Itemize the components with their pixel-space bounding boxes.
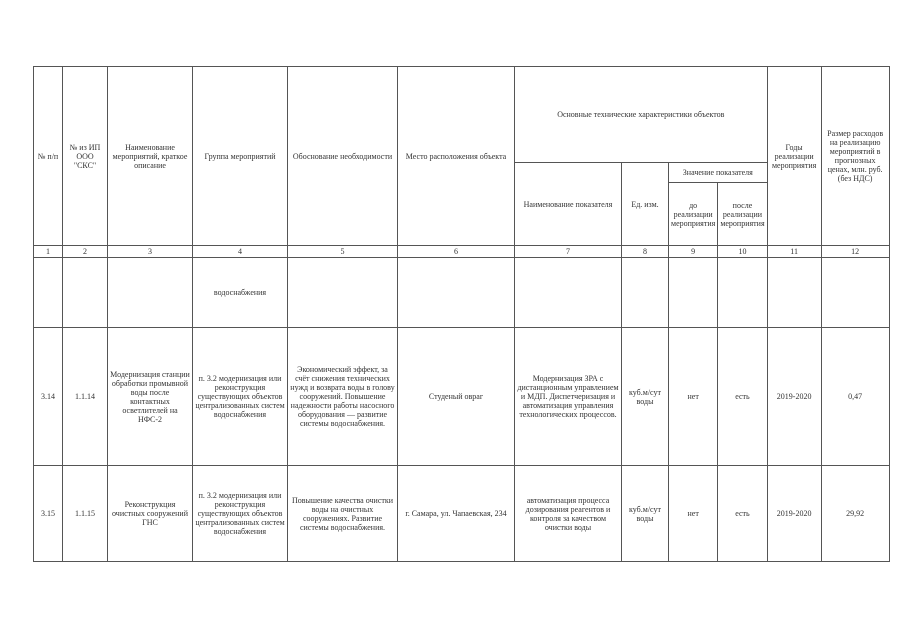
header-indicator-value: Значение показателя — [669, 163, 768, 183]
header-before: до реализации мероприятия — [669, 183, 718, 246]
colnum: 5 — [288, 246, 398, 258]
cell-after — [718, 258, 767, 328]
cell-npp: 3.14 — [34, 328, 63, 466]
cell-ip-number — [63, 258, 108, 328]
cell-ip-number: 1.1.15 — [63, 466, 108, 562]
header-justification: Обоснование необходимости — [288, 67, 398, 246]
header-location: Место расположения объекта — [398, 67, 515, 246]
cell-before — [669, 258, 718, 328]
cell-before: нет — [669, 328, 718, 466]
cell-justification: Экономический эффект, за счёт снижения технических нужд и возврата воды в голову сооружений. Повышение надежности работы насосного оборудования — развитие системы водоснабжения. — [288, 328, 398, 466]
cell-indicator — [515, 258, 622, 328]
cell-location: Студеный овраг — [398, 328, 515, 466]
header-npp: № п/п — [34, 67, 63, 246]
cell-years: 2019-2020 — [767, 466, 821, 562]
cell-group: п. 3.2 модернизация или реконструкция существующих объектов централизованных систем водоснабжения — [193, 328, 288, 466]
colnum: 3 — [108, 246, 193, 258]
cell-group: водоснабжения — [193, 258, 288, 328]
cell-justification: Повышение качества очистки воды на очистных сооружениях. Развитие системы водоснабжения. — [288, 466, 398, 562]
cell-measure: Модернизация станции обработки промывной воды после контактных осветлителей на НФС-2 — [108, 328, 193, 466]
colnum: 11 — [767, 246, 821, 258]
header-measure-name: Наименование мероприятий, краткое описание — [108, 67, 193, 246]
cell-cost: 29,92 — [821, 466, 889, 562]
cell-before: нет — [669, 466, 718, 562]
header-unit: Ед. изм. — [622, 163, 669, 246]
cell-years — [767, 258, 821, 328]
cell-indicator: автоматизация процесса дозирования реагентов и контроля за качеством очистки воды — [515, 466, 622, 562]
colnum: 2 — [63, 246, 108, 258]
cell-justification — [288, 258, 398, 328]
header-costs: Размер расходов на реализацию мероприятий в прогнозных ценах, млн. руб. (без НДС) — [821, 67, 889, 246]
cell-unit: куб.м/сут воды — [622, 466, 669, 562]
header-after: после реализации мероприятия — [718, 183, 767, 246]
cell-measure — [108, 258, 193, 328]
header-indicator-name: Наименование показателя — [515, 163, 622, 246]
measures-table — [33, 66, 890, 562]
header-row-1 — [34, 67, 890, 163]
colnum: 4 — [193, 246, 288, 258]
colnum: 7 — [515, 246, 622, 258]
colnum: 6 — [398, 246, 515, 258]
colnum: 10 — [718, 246, 767, 258]
cell-measure: Реконструкция очистных сооружений ГНС — [108, 466, 193, 562]
colnum: 8 — [622, 246, 669, 258]
column-number-row — [34, 246, 890, 258]
cell-npp — [34, 258, 63, 328]
colnum: 1 — [34, 246, 63, 258]
cell-location: г. Самара, ул. Чапаевская, 234 — [398, 466, 515, 562]
cell-cost: 0,47 — [821, 328, 889, 466]
cell-indicator: Модернизация ЗРА с дистанционным управлением и МДП. Диспетчеризация и автоматизация управления технологических процессов. — [515, 328, 622, 466]
header-ip-number: № из ИП ООО "СКС" — [63, 67, 108, 246]
cell-years: 2019-2020 — [767, 328, 821, 466]
cell-after: есть — [718, 466, 767, 562]
cell-group: п. 3.2 модернизация или реконструкция существующих объектов централизованных систем водоснабжения — [193, 466, 288, 562]
cell-cost — [821, 258, 889, 328]
header-tech-characteristics: Основные технические характеристики объектов — [515, 67, 768, 163]
cell-npp: 3.15 — [34, 466, 63, 562]
colnum: 9 — [669, 246, 718, 258]
cell-unit — [622, 258, 669, 328]
cell-after: есть — [718, 328, 767, 466]
table-row — [34, 258, 890, 328]
header-years: Годы реализации мероприятия — [767, 67, 821, 246]
cell-unit: куб.м/сут воды — [622, 328, 669, 466]
table-row — [34, 328, 890, 466]
table-row — [34, 466, 890, 562]
cell-ip-number: 1.1.14 — [63, 328, 108, 466]
header-group: Группа мероприятий — [193, 67, 288, 246]
colnum: 12 — [821, 246, 889, 258]
cell-location — [398, 258, 515, 328]
